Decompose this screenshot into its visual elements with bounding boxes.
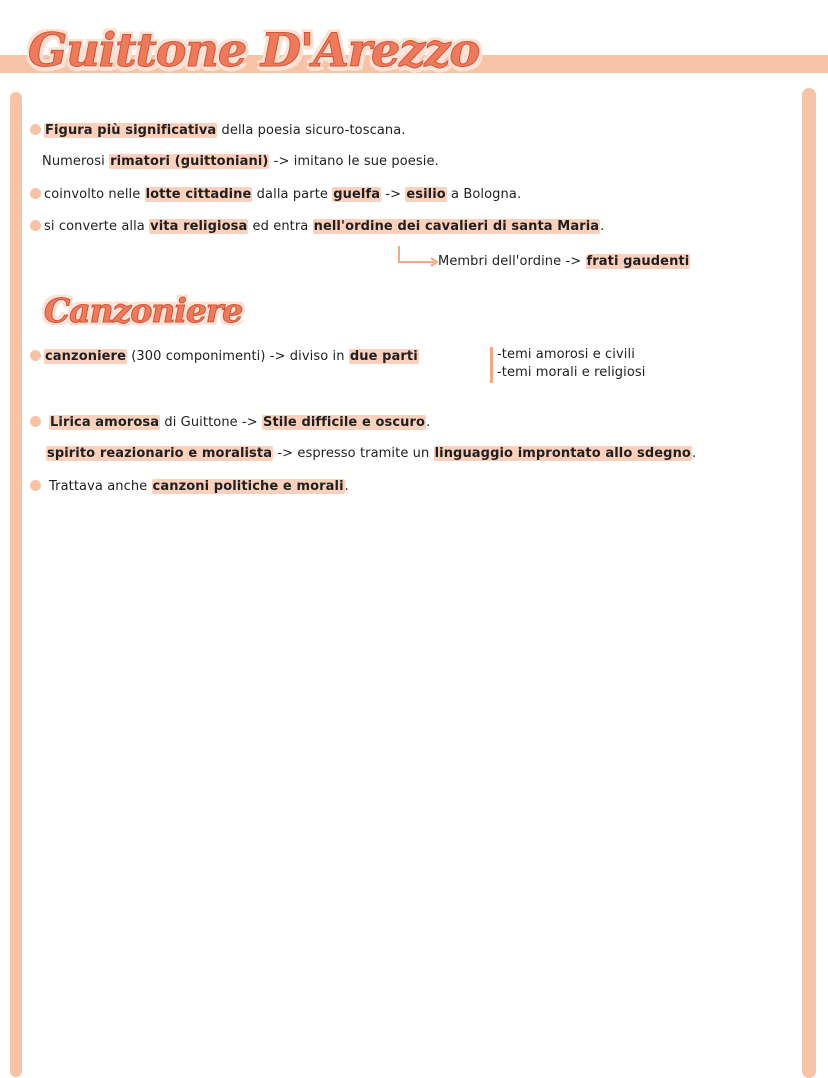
text: -> imitano le sue poesie.	[269, 154, 439, 169]
highlight: vita religiosa	[150, 219, 248, 234]
bullet-icon	[30, 480, 41, 491]
text: ->	[381, 187, 406, 202]
highlight: Lirica amorosa	[50, 415, 160, 430]
highlight: linguaggio improntato allo sdegno	[434, 446, 691, 461]
text: (300 componimenti) -> diviso in	[127, 349, 349, 364]
text: coinvolto nelle	[44, 187, 145, 202]
text: .	[344, 479, 349, 494]
highlight: Figura più significativa	[45, 123, 217, 138]
highlight: esilio	[406, 187, 446, 202]
note-line-7	[30, 412, 430, 434]
highlight: due parti	[349, 349, 418, 364]
section-title: Canzoniere	[44, 291, 243, 330]
highlight: canzoniere	[45, 349, 126, 364]
bracket-divider	[490, 347, 493, 383]
text: della poesia sicuro-toscana.	[217, 123, 406, 138]
highlight: canzoni politiche e morali	[152, 479, 344, 494]
highlight: Stile difficile e oscuro	[263, 415, 426, 430]
bullet-icon	[30, 188, 41, 199]
subitem-2: -temi morali e religiosi	[497, 365, 646, 380]
text: .	[691, 446, 697, 461]
note-line-5	[438, 251, 690, 273]
note-line-2	[42, 151, 439, 173]
text: ed entra	[248, 219, 313, 234]
right-margin-bar	[802, 88, 816, 1078]
text: .	[600, 219, 605, 234]
note-line-6	[30, 346, 419, 368]
text: di Guittone ->	[160, 415, 263, 430]
text: si converte alla	[44, 219, 150, 234]
highlight: guelfa	[333, 187, 381, 202]
highlight: lotte cittadine	[145, 187, 252, 202]
highlight: nell'ordine dei cavalieri di santa Maria	[313, 219, 600, 234]
subitem-1: -temi amorosi e civili	[497, 347, 635, 362]
text: .	[426, 415, 431, 430]
text: Membri dell'ordine ->	[438, 254, 586, 269]
highlight: rimatori (guittoniani)	[110, 154, 269, 169]
note-line-4	[30, 216, 604, 238]
text: -> espresso tramite un	[273, 446, 434, 461]
bullet-icon	[30, 416, 41, 427]
left-margin-bar	[10, 92, 22, 1077]
page-title: Guittone D'Arezzo	[28, 23, 480, 77]
text: Numerosi	[42, 154, 110, 169]
bullet-icon	[30, 220, 41, 231]
text: a Bologna.	[446, 187, 522, 202]
note-line-9	[30, 476, 349, 498]
bullet-icon	[30, 350, 41, 361]
highlight: spirito reazionario e moralista	[47, 446, 273, 461]
arrow-connector-icon	[396, 246, 440, 268]
highlight: frati gaudenti	[586, 254, 690, 269]
text: dalla parte	[252, 187, 333, 202]
note-line-8	[46, 443, 696, 465]
bullet-icon	[30, 124, 41, 135]
text: Trattava anche	[49, 479, 152, 494]
note-line-1	[30, 120, 406, 142]
note-line-3	[30, 184, 521, 206]
